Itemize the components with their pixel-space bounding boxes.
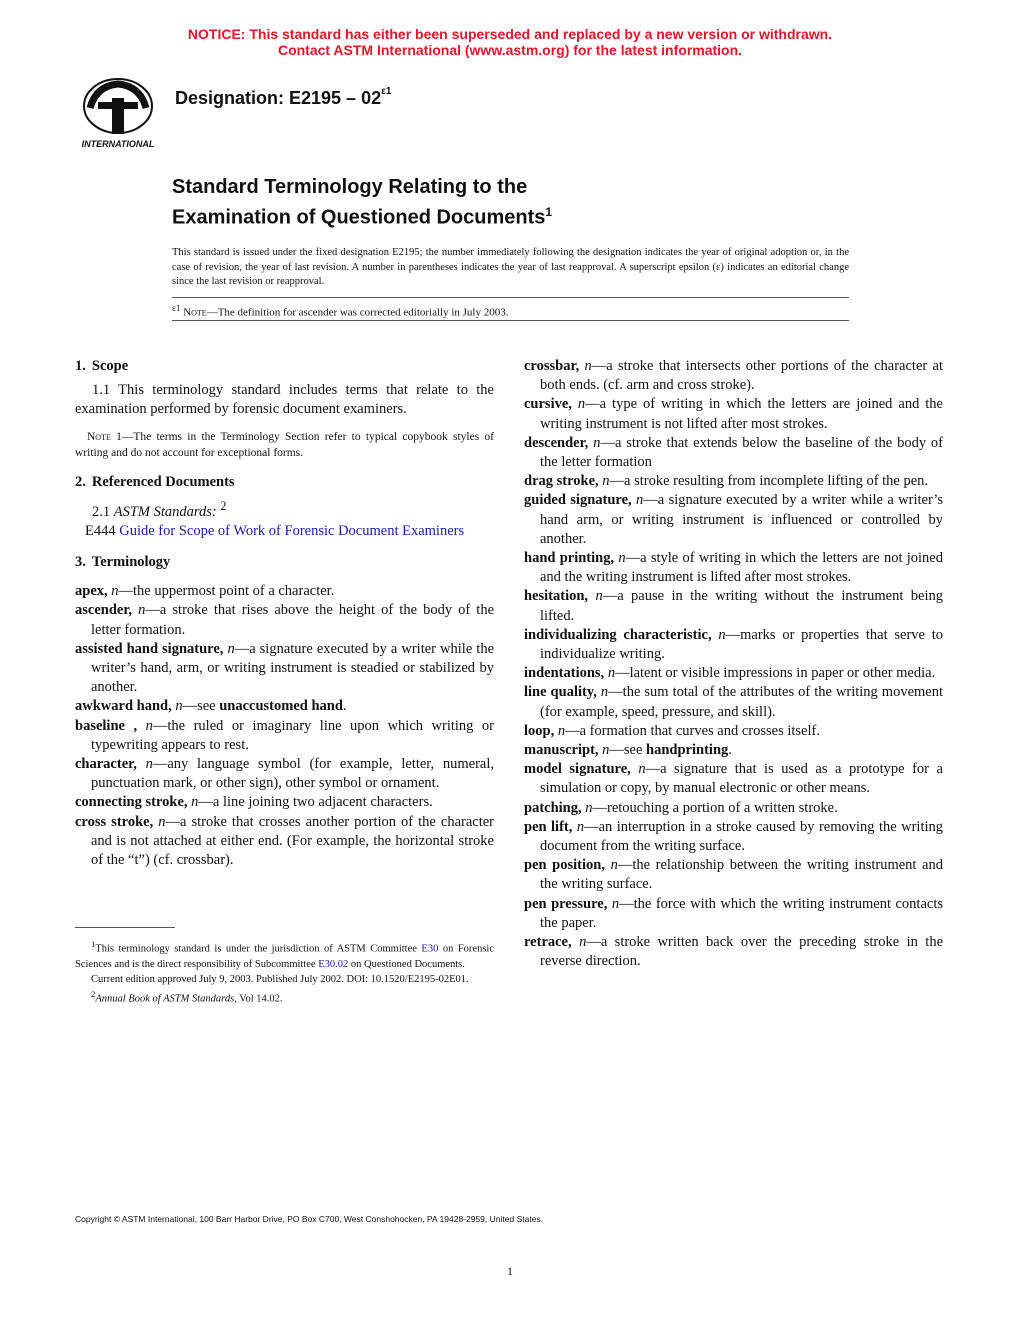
term-entry [75,717,494,755]
header-divider-top [172,297,849,298]
term-name: pen position, [524,857,605,874]
term-entry [524,741,943,760]
title-line-1: Standard Terminology Relating to the [172,176,528,198]
term-definition: —a signature executed by a writer while a writer’s hand arm, or writing instrument is influenced or controlled by another. [540,492,943,547]
term-entry [75,793,494,812]
part-of-speech: n [593,434,601,451]
editorial-note-label: Note [183,306,207,319]
term-name: pen pressure, [524,895,608,912]
editorial-note-mark: ε1 [172,303,181,313]
term-name: baseline , [75,717,138,734]
term-name: retrace, [524,934,572,951]
part-of-speech: n [579,934,587,951]
editorial-note [172,303,508,319]
term-definition: —the sum total of the attributes of the writing movement (for example, speed, pressure, and skill). [540,684,944,720]
part-of-speech: n [638,761,646,778]
part-of-speech: n [145,717,153,734]
part-of-speech: n [111,583,119,600]
term-entry [524,434,943,472]
term-definition: —a type of writing in which the letters are joined and the writing instrument is not lifted after most strokes. [540,396,943,432]
term-entry [75,697,494,716]
term-definition: —marks or properties that serve to individualize writing. [540,626,944,663]
footnote-1-current-edition: Current edition approved July 9, 2003. Published July 2002. DOI: 10.1520/E2195-02E01. [91,973,469,985]
term-entry [524,491,943,549]
issuance-statement: This standard is issued under the fixed designation E2195; the number immediately following the designation indicates the year of original adoption or, in the case of revision, the year of last revision. A number in parentheses indicates the year of last reapproval. A superscript epsilon (ε) indicates an editorial change since the last revision or reapproval. [172,247,849,287]
part-of-speech: n [577,396,586,413]
term-definition: —a stroke that intersects other portions of the character at both ends. (cf. arm and cross stroke). [540,358,943,394]
part-of-speech: n [145,756,153,773]
term-name: cross stroke, [75,813,154,830]
term-definition: —the relationship between the writing instrument and the writing surface. [540,857,943,893]
term-entry [524,549,943,587]
term-entry [524,626,943,664]
term-name: manuscript, [524,742,599,759]
term-cross-reference: unaccustomed hand [219,698,343,715]
part-of-speech: n [584,358,592,374]
term-entry [524,799,943,818]
term-definition: —latent or visible impressions in paper or other media. [615,665,936,682]
term-definition: —a stroke written back over the preceding stroke in the reverse direction. [540,934,944,970]
term-definition-tail: . [728,742,732,759]
term-entry [524,818,943,856]
designation-superscript: ε1 [381,86,392,97]
term-definition: —a stroke that crosses another portion of the character and is not attached at either end. (For example, the horizontal stroke of the “t”) (cf. crossbar). [91,813,494,869]
term-entry [524,722,943,741]
term-definition: —any language symbol (for example, letter, numeral, punctuation mark, or other sign), other symbol or ornament. [91,756,494,792]
part-of-speech: n [191,794,199,811]
term-definition: —a formation that curves and crosses itself. [565,722,820,739]
term-name: apex, [75,583,108,600]
designation [175,88,391,109]
term-name: connecting stroke, [75,794,188,811]
terms-list-right [524,357,943,972]
term-name: drag stroke, [524,473,599,490]
term-entry [524,895,943,933]
term-definition: —see [609,742,647,759]
term-name: indentations, [524,665,605,682]
footnotes [75,937,494,1007]
term-definition: —a signature that is used as a prototype for a simulation or copy, by manual electronic or other means. [540,761,943,797]
committee-e30-link[interactable]: E30 [421,943,439,955]
term-definition: —the uppermost point of a character. [118,583,335,600]
term-name: assisted hand signature, [75,640,224,657]
term-name: loop, [524,722,555,739]
footnote-1: $^1$This terminology standard is under the jurisdiction of ASTM Committee E30 on Forensic Sciences and is the direct responsibility of Subcommittee E30.02 on Questioned Documents. [75,939,494,970]
term-definition: —a style of writing in which the letters are not joined and the writing instrument is lifted after most strokes. [540,550,943,586]
term-entry [524,683,943,721]
term-name: guided signature, [524,492,632,509]
astm-logo-icon [76,78,160,148]
term-name: pen lift, [524,818,573,835]
term-name: line quality, [524,684,597,701]
term-entry [75,640,494,698]
term-name: cursive, [524,396,572,413]
notice-line-2: Contact ASTM International (www.astm.org) for the latest information. [277,42,743,58]
part-of-speech: n [618,550,626,567]
term-entry [75,582,494,601]
part-of-speech: n [636,492,644,509]
term-entry [75,601,494,639]
header-divider-bottom [172,320,849,321]
term-definition: —a pause in the writing without the instrument being lifted. [540,588,943,624]
term-entry [524,472,943,491]
term-entry [524,664,943,683]
term-entry [75,755,494,793]
part-of-speech: n [602,473,610,490]
designation-text: Designation: E2195 – 02 [175,88,382,108]
part-of-speech: n [600,684,609,701]
term-entry [524,587,943,625]
footnote-divider [75,927,175,928]
term-definition: —a signature executed by a writer while the writer’s hand, arm, or writing instrument is steadied or stabilized by another. [91,640,494,696]
copyright-line: Copyright © ASTM International, 100 Barr Harbor Drive, PO Box C700, West Conshohocken, PA 19428-2959, United States. [75,1214,544,1224]
term-entry [75,813,494,871]
part-of-speech: n [158,813,166,830]
part-of-speech: n [718,626,726,643]
term-entry [524,760,943,798]
part-of-speech: n [602,742,610,759]
scope-note: Note 1—The terms in the Terminology Section refer to typical copybook styles of writing and do not account for exceptional forms. [75,430,495,459]
term-name: crossbar, [524,358,580,374]
term-entry [524,856,943,894]
term-cross-reference: handprinting [646,742,729,759]
footnote-2: $^2$Annual Book of ASTM Standards, Vol 14.02. [91,989,283,1005]
term-definition: —a line joining two adjacent characters. [198,794,433,811]
term-definition: —a stroke that rises above the height of the body of the letter formation. [91,602,495,638]
term-name: individualizing characteristic, [524,626,712,643]
scope-paragraph: 1.1 This terminology standard includes terms that relate to the examination performed by forensic document examiners. [75,382,494,418]
part-of-speech: n [175,698,183,715]
astm-standards-subheading: 2.1 ASTM Standards: $^2$ [92,498,227,520]
logo-subtext: INTERNATIONAL [81,139,155,148]
term-name: descender, [524,434,589,451]
term-definition: —an interruption in a stroke caused by removing the writing document from the writing surface. [540,818,944,855]
part-of-speech: n [607,665,616,682]
left-column [75,357,494,870]
term-name: model signature, [524,761,631,778]
astm-logo [76,78,160,148]
part-of-speech: n [610,857,618,874]
section-3-heading: 3. Terminology [75,554,171,571]
term-entry [524,357,943,395]
part-of-speech: n [227,640,235,657]
terms-list-left [75,582,494,870]
part-of-speech: n [557,722,566,739]
section-2-heading: 2. Referenced Documents [75,473,235,490]
term-definition: —a stroke resulting from incomplete lifting of the pen. [609,473,929,490]
title-line-2: Examination of Questioned Documents [172,206,546,229]
page-number: 1 [507,1264,513,1278]
term-name: hand printing, [524,550,615,567]
part-of-speech: n [576,818,585,835]
editorial-note-text: —The definition for ascender was corrected editorially in July 2003. [206,306,509,319]
e444-link[interactable]: Guide for Scope of Work of Forensic Document Examiners [119,522,465,539]
term-definition: —retouching a portion of a written stroke. [592,799,838,816]
term-definition-tail: . [342,698,347,715]
section-1-heading: 1. Scope [75,358,129,374]
term-definition: —the force with which the writing instrument contacts the paper. [540,895,944,931]
subcommittee-e30-02-link[interactable]: E30.02 [318,958,349,970]
withdrawal-notice [0,26,1020,58]
part-of-speech: n [585,799,593,816]
term-definition: —the ruled or imaginary line upon which writing or typewriting appears to rest. [91,717,494,753]
term-name: awkward hand, [75,698,172,715]
part-of-speech: n [595,588,603,605]
term-entry [524,395,943,433]
term-entry [524,933,943,971]
part-of-speech: n [611,895,620,912]
notice-line-1: NOTICE: This standard has either been superseded and replaced by a new version or withdrawn. [187,26,833,42]
term-name: character, [75,756,137,773]
document-title [172,175,552,231]
title-footnote-mark: 1 [545,205,553,219]
right-column [524,357,943,972]
term-definition: —see [182,698,220,715]
term-definition: —a stroke that extends below the baseline of the body of the letter formation [540,434,944,471]
part-of-speech: n [138,602,146,619]
term-name: hesitation, [524,588,589,605]
term-name: patching, [524,799,582,816]
referenced-document-e444: E444 Guide for Scope of Work of Forensic Document Examiners [85,522,465,539]
term-name: ascender, [75,602,133,619]
